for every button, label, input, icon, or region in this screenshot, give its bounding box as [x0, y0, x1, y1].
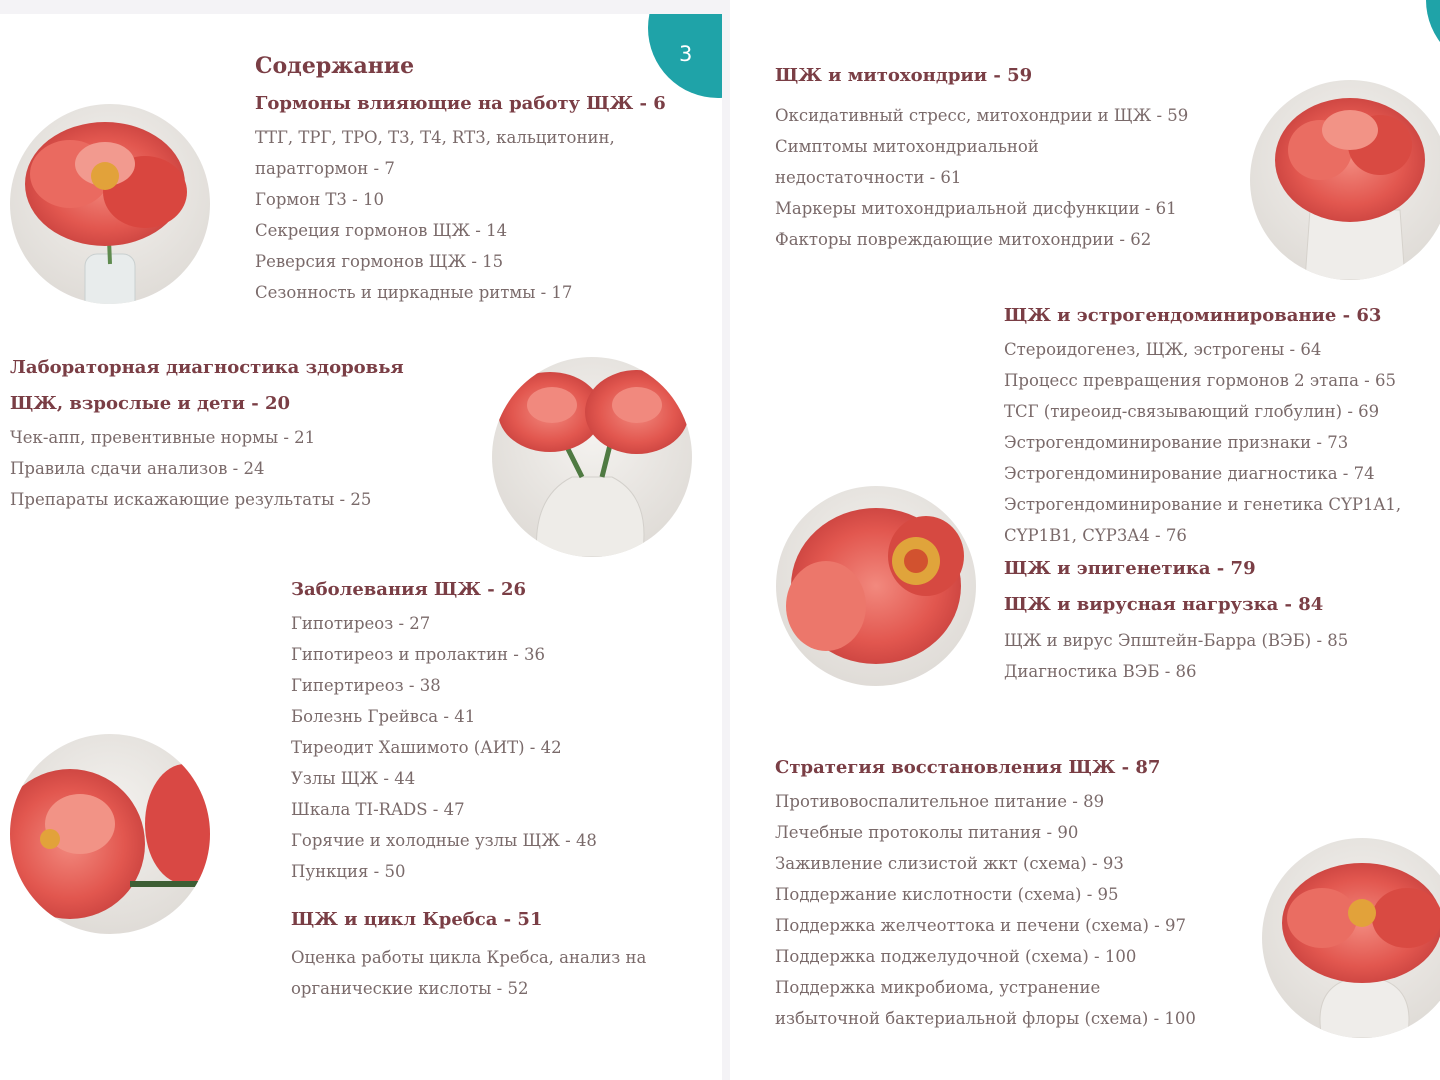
toc-heading[interactable]: Стратегия восстановления ЩЖ - 87 [775, 757, 1161, 778]
toc-item[interactable]: Эстрогендоминирование признаки - 73 [1004, 433, 1349, 452]
left-page [0, 14, 722, 1080]
toc-item[interactable]: Сезонность и циркадные ритмы - 17 [255, 283, 573, 302]
peony-vase-image [1262, 838, 1440, 1038]
toc-heading[interactable]: Гормоны влияющие на работу ЩЖ - 6 [255, 93, 666, 114]
toc-heading[interactable]: ЩЖ, взрослые и дети - 20 [10, 393, 291, 414]
toc-heading[interactable]: ЩЖ и вирусная нагрузка - 84 [1004, 594, 1324, 615]
toc-item[interactable]: Горячие и холодные узлы ЩЖ - 48 [291, 831, 597, 850]
toc-item[interactable]: Чек-апп, превентивные нормы - 21 [10, 428, 316, 447]
toc-item[interactable]: Поддержка микробиома, устранение [775, 978, 1101, 997]
toc-item[interactable]: Лечебные протоколы питания - 90 [775, 823, 1079, 842]
right-page [730, 0, 1440, 1080]
toc-item[interactable]: недостаточности - 61 [775, 168, 962, 187]
peony-closeup-image [10, 734, 210, 934]
toc-item[interactable]: Узлы ЩЖ - 44 [291, 769, 416, 788]
toc-heading[interactable]: ЩЖ и цикл Кребса - 51 [291, 909, 543, 930]
toc-item[interactable]: избыточной бактериальной флоры (схема) - 100 [775, 1009, 1196, 1028]
toc-item[interactable]: ТСГ (тиреоид-связывающий глобулин) - 69 [1004, 402, 1380, 421]
toc-section-krebs [291, 902, 646, 1004]
toc-item[interactable]: Поддержка желчеоттока и печени (схема) - 97 [775, 916, 1186, 935]
toc-item[interactable]: Реверсия гормонов ЩЖ - 15 [255, 252, 504, 271]
page-number: 3 [679, 42, 693, 66]
toc-item[interactable]: Пункция - 50 [291, 862, 406, 881]
toc-item[interactable]: Тиреодит Хашимото (АИТ) - 42 [291, 738, 562, 757]
toc-item[interactable]: Стероидогенез, ЩЖ, эстрогены - 64 [1004, 340, 1322, 359]
toc-section-lab [10, 350, 404, 515]
toc-item[interactable]: Факторы повреждающие митохондрии - 62 [775, 230, 1152, 249]
toc-item[interactable]: Поддержка поджелудочной (схема) - 100 [775, 947, 1137, 966]
toc-item[interactable]: Правила сдачи анализов - 24 [10, 459, 265, 478]
page-number-badge [1426, 0, 1440, 70]
toc-section-mitochondria [775, 58, 1188, 255]
toc-heading[interactable]: Лабораторная диагностика здоровья [10, 357, 404, 378]
toc-item[interactable]: Гормон Т3 - 10 [255, 190, 384, 209]
peony-vase-image [492, 357, 692, 557]
toc-item[interactable]: Секреция гормонов ЩЖ - 14 [255, 221, 508, 240]
toc-item[interactable]: CYP1B1, CYP3A4 - 76 [1004, 526, 1187, 545]
toc-item[interactable]: Оценка работы цикла Кребса, анализ на [291, 948, 647, 967]
toc-item[interactable]: Маркеры митохондриальной дисфункции - 61 [775, 199, 1177, 218]
toc-item[interactable]: Гипотиреоз - 27 [291, 614, 431, 633]
toc-item[interactable]: Поддержание кислотности (схема) - 95 [775, 885, 1119, 904]
toc-title: Содержание [255, 53, 415, 79]
toc-item[interactable]: ЩЖ и вирус Эпштейн-Барра (ВЭБ) - 85 [1004, 631, 1349, 650]
toc-section-diseases [291, 572, 597, 887]
toc-item[interactable]: Оксидативный стресс, митохондрии и ЩЖ - 59 [775, 106, 1189, 125]
toc-heading[interactable]: ЩЖ и эпигенетика - 79 [1004, 558, 1256, 579]
toc-item[interactable]: Эстрогендоминирование диагностика - 74 [1004, 464, 1375, 483]
toc-item[interactable]: Заживление слизистой жкт (схема) - 93 [775, 854, 1124, 873]
toc-item[interactable]: Болезнь Грейвса - 41 [291, 707, 476, 726]
toc-section-strategy [775, 750, 1196, 1034]
toc-item[interactable]: паратгормон - 7 [255, 159, 395, 178]
toc-item[interactable]: Диагностика ВЭБ - 86 [1004, 662, 1197, 681]
toc-item[interactable]: Эстрогендоминирование и генетика CYP1A1, [1004, 495, 1402, 514]
toc-item[interactable]: Процесс превращения гормонов 2 этапа - 65 [1004, 371, 1396, 390]
toc-item[interactable]: Гипотиреоз и пролактин - 36 [291, 645, 546, 664]
toc-item[interactable]: Препараты искажающие результаты - 25 [10, 490, 372, 509]
toc-item[interactable]: Симптомы митохондриальной [775, 137, 1039, 156]
toc-item[interactable]: Гипертиреоз - 38 [291, 676, 441, 695]
peony-bloom-image [776, 486, 976, 686]
toc-heading[interactable]: ЩЖ и эстрогендоминирование - 63 [1004, 305, 1382, 326]
toc-section-estrogen [1004, 298, 1401, 687]
toc-item[interactable]: ТТГ, ТРГ, ТРО, Т3, Т4, RT3, кальцитонин, [255, 128, 615, 147]
peony-vase-image [1250, 80, 1440, 280]
toc-item[interactable]: органические кислоты - 52 [291, 979, 529, 998]
peony-image [10, 104, 210, 304]
toc-item[interactable]: Противовоспалительное питание - 89 [775, 792, 1105, 811]
toc-heading[interactable]: Заболевания ЩЖ - 26 [291, 579, 527, 600]
toc-item[interactable]: Шкала TI-RADS - 47 [291, 800, 465, 819]
toc-heading[interactable]: ЩЖ и митохондрии - 59 [775, 65, 1033, 86]
toc-section-hormones [255, 46, 666, 308]
